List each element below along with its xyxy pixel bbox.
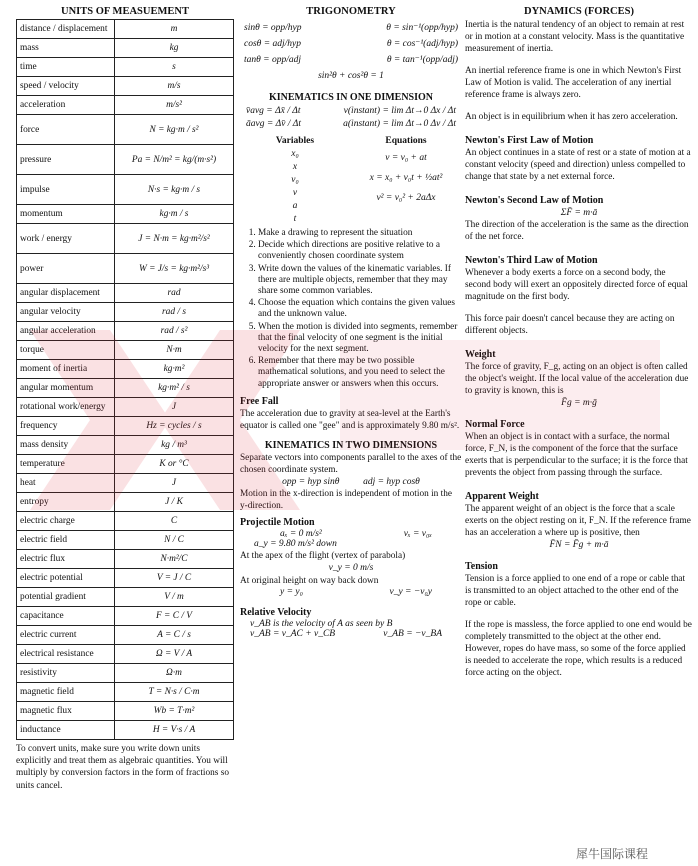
relvel-title: Relative Velocity bbox=[240, 606, 312, 618]
kin1-equation: v² = v₀² + 2aΔx bbox=[376, 193, 436, 203]
unit-quantity: moment of inertia bbox=[17, 360, 115, 379]
unit-quantity: magnetic flux bbox=[17, 702, 115, 721]
apparent-title: Apparent Weight bbox=[465, 491, 539, 502]
unit-symbol: A = C / s bbox=[115, 626, 234, 645]
units-row bbox=[17, 417, 234, 436]
units-row bbox=[17, 512, 234, 531]
unit-quantity: mass bbox=[17, 39, 115, 58]
units-row bbox=[17, 474, 234, 493]
units-title: UNITS OF MEASUEMENT bbox=[61, 6, 189, 17]
units-row bbox=[17, 683, 234, 702]
unit-quantity: acceleration bbox=[17, 96, 115, 115]
units-row bbox=[17, 493, 234, 512]
projectile-vx: vₓ = v₀ₓ bbox=[403, 528, 432, 539]
kin2-title: KINEMATICS IN TWO DIMENSIONS bbox=[264, 439, 438, 451]
unit-quantity: entropy bbox=[17, 493, 115, 512]
trig-inverse: θ = cos⁻¹(adj/hyp) bbox=[386, 39, 458, 49]
weight-title: Weight bbox=[465, 349, 496, 360]
units-row bbox=[17, 531, 234, 550]
kin1-vars-eqs bbox=[240, 135, 462, 226]
watermark-brand: 犀牛国际课程 bbox=[575, 847, 648, 861]
relvel-eq-b: v_AB = −v_BA bbox=[383, 628, 442, 639]
unit-symbol: C bbox=[115, 512, 234, 531]
units-row bbox=[17, 115, 234, 145]
unit-symbol: Ω = V / A bbox=[115, 645, 234, 664]
unit-symbol: N·m²/C bbox=[115, 550, 234, 569]
trig-ratio: cosθ = adj/hyp bbox=[244, 38, 301, 49]
n1-text: An object continues in a state of rest or a state of motion at a constant velocity (speed and direction) unless compelled to change that state by a net external force. bbox=[465, 148, 691, 182]
unit-symbol: V = J / C bbox=[115, 569, 234, 588]
unit-quantity: frequency bbox=[17, 417, 115, 436]
unit-quantity: angular velocity bbox=[17, 303, 115, 322]
kin1-avg: v̄avg = Δx̄ / Δt bbox=[246, 106, 301, 116]
kin1-variable: x₀ bbox=[291, 149, 299, 159]
n1-title: Newton's First Law of Motion bbox=[465, 135, 594, 146]
unit-symbol: F = C / V bbox=[115, 607, 234, 626]
trig-inverse: θ = sin⁻¹(opp/hyp) bbox=[386, 23, 458, 33]
unit-quantity: rotational work/energy bbox=[17, 398, 115, 417]
unit-symbol: N·s = kg·m / s bbox=[115, 175, 234, 205]
unit-quantity: electric flux bbox=[17, 550, 115, 569]
kin1-variable: v₀ bbox=[291, 175, 299, 185]
trig-ratio: sinθ = opp/hyp bbox=[244, 22, 302, 33]
unit-symbol: V / m bbox=[115, 588, 234, 607]
apparent-eq: F̄N = F̄g + m·ā bbox=[549, 540, 609, 550]
kin2-eq: opp = hyp sinθ adj = hyp cosθ bbox=[282, 476, 420, 487]
relvel-eq-a: v_AB = v_AC + v_CB bbox=[250, 628, 336, 639]
trig-ratio: tanθ = opp/adj bbox=[244, 54, 301, 65]
kin1-def-row bbox=[246, 119, 456, 129]
dynamics-p1: Inertia is the natural tendency of an object to remain at rest or in motion at a constant velocity. Mass is the quantitative measurement of inertia. bbox=[465, 20, 685, 54]
units-row bbox=[17, 455, 234, 474]
kin1-variables: Variables x₀ x v₀ v a t bbox=[240, 135, 350, 226]
unit-quantity: mass density bbox=[17, 436, 115, 455]
relvel-line1: v_AB is the velocity of A as seen by B bbox=[250, 618, 393, 629]
units-row bbox=[17, 398, 234, 417]
kin1-equations: Equations v = v₀ + at x = x₀ + v₀t + ½at² v² = v₀² + 2aΔx bbox=[350, 135, 462, 226]
units-note: To convert units, make sure you write down units explicitly and treat them as algebraic quantities. You will multiply by conversion factors in the form of fractions so units cancel. bbox=[16, 744, 230, 791]
unit-symbol: Pa = N/m² = kg/(m·s²) bbox=[115, 145, 234, 175]
n3-text: Whenever a body exerts a force on a second body, the second body will exert an oppositely directed force of equal magnitude on the first body. bbox=[465, 268, 688, 302]
units-row bbox=[17, 322, 234, 341]
unit-symbol: m bbox=[115, 20, 234, 39]
units-row bbox=[17, 254, 234, 284]
units-row bbox=[17, 550, 234, 569]
projectile-title: Projectile Motion bbox=[240, 516, 315, 528]
unit-quantity: impulse bbox=[17, 175, 115, 205]
kin1-variable: a bbox=[292, 201, 298, 211]
unit-symbol: H = V·s / A bbox=[115, 721, 234, 740]
unit-quantity: angular acceleration bbox=[17, 322, 115, 341]
units-row bbox=[17, 205, 234, 224]
units-column bbox=[16, 4, 234, 792]
kin1-variable: t bbox=[293, 214, 297, 224]
unit-quantity: capacitance bbox=[17, 607, 115, 626]
tension-text2: If the rope is massless, the force applied to one end would be completely transmitted to the object at the other end. However, ropes do have mass, so some of the force applied is needed to accelerate the rope, which results is a reduced force acting on the object. bbox=[465, 620, 692, 678]
projectile-y: y = y₀ bbox=[280, 586, 303, 597]
unit-quantity: potential gradient bbox=[17, 588, 115, 607]
kin1-instant: v(instant) = lim Δt→0 Δx / Δt bbox=[343, 106, 456, 116]
n2-text: The direction of the acceleration is the same as the direction of the net force. bbox=[465, 220, 689, 242]
units-row bbox=[17, 702, 234, 721]
units-row bbox=[17, 39, 234, 58]
units-row bbox=[17, 436, 234, 455]
unit-symbol: J bbox=[115, 474, 234, 493]
unit-symbol: kg·m / s bbox=[115, 205, 234, 224]
weight-eq: F̄g = m·ḡ bbox=[561, 398, 597, 408]
kin2-text1: Separate vectors into components parallel to the axes of the chosen coordinate system. bbox=[240, 452, 462, 475]
unit-quantity: temperature bbox=[17, 455, 115, 474]
units-row bbox=[17, 607, 234, 626]
units-row bbox=[17, 360, 234, 379]
unit-symbol: J bbox=[115, 398, 234, 417]
unit-symbol: J / K bbox=[115, 493, 234, 512]
kin1-step: 4. Choose the equation which contains the given values and the unknown value. bbox=[258, 298, 462, 320]
units-row bbox=[17, 664, 234, 683]
n2-eq: ΣF̄ = m·ā bbox=[560, 208, 598, 218]
weight-text: The force of gravity, F_g, acting on an object is often called the object's weight. If the local value of the acceleration due to gravity is known, this is bbox=[465, 362, 689, 396]
kin1-instant: a(instant) = lim Δt→0 Δv / Δt bbox=[343, 119, 456, 129]
units-row bbox=[17, 175, 234, 205]
unit-quantity: distance / displacement bbox=[17, 20, 115, 39]
unit-quantity: angular momentum bbox=[17, 379, 115, 398]
unit-symbol: s bbox=[115, 58, 234, 77]
freefall-text: The acceleration due to gravity at sea-level at the Earth's equator is called one "gee" and is approximately 9.80 m/s². bbox=[240, 408, 460, 431]
unit-symbol: Hz = cycles / s bbox=[115, 417, 234, 436]
unit-quantity: electric current bbox=[17, 626, 115, 645]
kin1-title: KINEMATICS IN ONE DIMENSION bbox=[268, 92, 433, 103]
projectile-vy: v_y = −v₀y bbox=[389, 586, 432, 597]
units-row bbox=[17, 588, 234, 607]
units-row bbox=[17, 20, 234, 39]
unit-symbol: W = J/s = kg·m²/s³ bbox=[115, 254, 234, 284]
trig-row bbox=[244, 38, 458, 49]
kin1-avg: āavg = Δv̄ / Δt bbox=[246, 119, 302, 129]
unit-quantity: heat bbox=[17, 474, 115, 493]
unit-symbol: m/s bbox=[115, 77, 234, 96]
unit-quantity: work / energy bbox=[17, 224, 115, 254]
kin1-variable: v bbox=[292, 188, 298, 198]
units-row bbox=[17, 58, 234, 77]
tension-text1: Tension is a force applied to one end of a rope or cable that is transmitted to an object attached to the other end of the rope or cable. bbox=[465, 574, 686, 608]
unit-symbol: rad / s² bbox=[115, 322, 234, 341]
unit-quantity: electrical resistance bbox=[17, 645, 115, 664]
unit-symbol: m/s² bbox=[115, 96, 234, 115]
unit-symbol: N·m bbox=[115, 341, 234, 360]
trig-row bbox=[244, 54, 458, 65]
units-row bbox=[17, 303, 234, 322]
unit-quantity: resistivity bbox=[17, 664, 115, 683]
units-row bbox=[17, 721, 234, 740]
kin1-step: 2. Decide which directions are positive relative to a conveniently chosen coordinate system bbox=[258, 240, 462, 262]
projectile-height: At original height on way back down bbox=[240, 575, 379, 586]
unit-quantity: angular displacement bbox=[17, 284, 115, 303]
unit-symbol: rad bbox=[115, 284, 234, 303]
kin1-equation: x = x₀ + v₀t + ½at² bbox=[369, 173, 443, 183]
unit-quantity: inductance bbox=[17, 721, 115, 740]
unit-quantity: speed / velocity bbox=[17, 77, 115, 96]
unit-quantity: electric charge bbox=[17, 512, 115, 531]
projectile-ax: aₓ = 0 m/s² bbox=[280, 528, 322, 539]
unit-quantity: momentum bbox=[17, 205, 115, 224]
unit-quantity: power bbox=[17, 254, 115, 284]
unit-quantity: force bbox=[17, 115, 115, 145]
unit-symbol: Wb = T·m² bbox=[115, 702, 234, 721]
projectile-apex-eq: v_y = 0 m/s bbox=[328, 562, 374, 573]
unit-quantity: electric field bbox=[17, 531, 115, 550]
units-row bbox=[17, 145, 234, 175]
kin2-text2: Motion in the x-direction is independent of motion in the y-direction. bbox=[240, 488, 452, 511]
unit-quantity: torque bbox=[17, 341, 115, 360]
kin1-def-row bbox=[246, 106, 456, 116]
normal-text: When an object is in contact with a surface, the normal force, F_N, is the component of the force that the surface exerts that is perpendicular to the surface; it is the force that prevents the object from passing through the surface. bbox=[465, 432, 688, 478]
kin1-step: 1. Make a drawing to represent the situation bbox=[258, 228, 462, 239]
units-row bbox=[17, 569, 234, 588]
unit-symbol: N = kg·m / s² bbox=[115, 115, 234, 145]
unit-symbol: J = N·m = kg·m²/s² bbox=[115, 224, 234, 254]
unit-symbol: Ω·m bbox=[115, 664, 234, 683]
unit-quantity: time bbox=[17, 58, 115, 77]
kin1-step: 3. Write down the values of the kinematic variables. If there are multiple objects, remember that they may share some common variables. bbox=[258, 264, 462, 298]
trig-inverse: θ = tan⁻¹(opp/adj) bbox=[386, 55, 458, 65]
unit-symbol: kg·m² / s bbox=[115, 379, 234, 398]
trig-title: TRIGONOMETRY bbox=[306, 6, 396, 17]
units-table bbox=[16, 19, 234, 740]
unit-symbol: rad / s bbox=[115, 303, 234, 322]
kinematics-column bbox=[240, 4, 462, 639]
unit-symbol: kg bbox=[115, 39, 234, 58]
trig-equations bbox=[240, 22, 462, 65]
unit-quantity: electric potential bbox=[17, 569, 115, 588]
dynamics-title: DYNAMICS (FORCES) bbox=[524, 6, 634, 17]
trig-row bbox=[244, 22, 458, 33]
unit-symbol: T = N·s / C·m bbox=[115, 683, 234, 702]
dynamics-p2: An inertial reference frame is one in which Newton's First Law of Motion is valid. The acceleration of any inertial reference frame is always zero. bbox=[465, 66, 682, 100]
unit-symbol: K or °C bbox=[115, 455, 234, 474]
kin1-steps bbox=[240, 228, 462, 390]
kin1-equation: v = v₀ + at bbox=[385, 153, 427, 163]
n3-title: Newton's Third Law of Motion bbox=[465, 255, 598, 266]
n3-text2: This force pair doesn't cancel because they are acting on different objects. bbox=[465, 314, 675, 336]
normal-title: Normal Force bbox=[465, 419, 525, 430]
units-row bbox=[17, 96, 234, 115]
tension-title: Tension bbox=[465, 561, 498, 572]
units-row bbox=[17, 645, 234, 664]
unit-quantity: pressure bbox=[17, 145, 115, 175]
units-row bbox=[17, 626, 234, 645]
kin1-variable: x bbox=[292, 162, 298, 172]
projectile-apex: At the apex of the flight (vertex of parabola) bbox=[240, 550, 406, 561]
unit-symbol: kg / m³ bbox=[115, 436, 234, 455]
freefall-title: Free Fall bbox=[240, 395, 279, 407]
kin1-step: 6. Remember that there may be two possible mathematical solutions, and you need to select the appropriate answer or answers when this occurs. bbox=[258, 356, 462, 390]
dynamics-column bbox=[465, 4, 693, 682]
trig-identity: sin²θ + cos²θ = 1 bbox=[318, 71, 384, 81]
kin1-step: 5. When the motion is divided into segments, remember that the final velocity of one segment is the initial velocity for the next segment. bbox=[258, 322, 462, 356]
units-row bbox=[17, 224, 234, 254]
projectile-ay: a_y = 9.80 m/s² down bbox=[254, 538, 337, 549]
unit-symbol: N / C bbox=[115, 531, 234, 550]
units-row bbox=[17, 284, 234, 303]
kin1-definitions bbox=[240, 106, 462, 129]
units-row bbox=[17, 77, 234, 96]
apparent-text: The apparent weight of an object is the force that a scale exerts on the object resting on it, F_N. If the reference frame has an acceleration a where up is positive, then bbox=[465, 504, 691, 538]
dynamics-p3: An object is in equilibrium when it has zero acceleration. bbox=[465, 112, 678, 122]
unit-symbol: kg·m² bbox=[115, 360, 234, 379]
n2-title: Newton's Second Law of Motion bbox=[465, 195, 604, 206]
units-row bbox=[17, 341, 234, 360]
units-row bbox=[17, 379, 234, 398]
unit-quantity: magnetic field bbox=[17, 683, 115, 702]
